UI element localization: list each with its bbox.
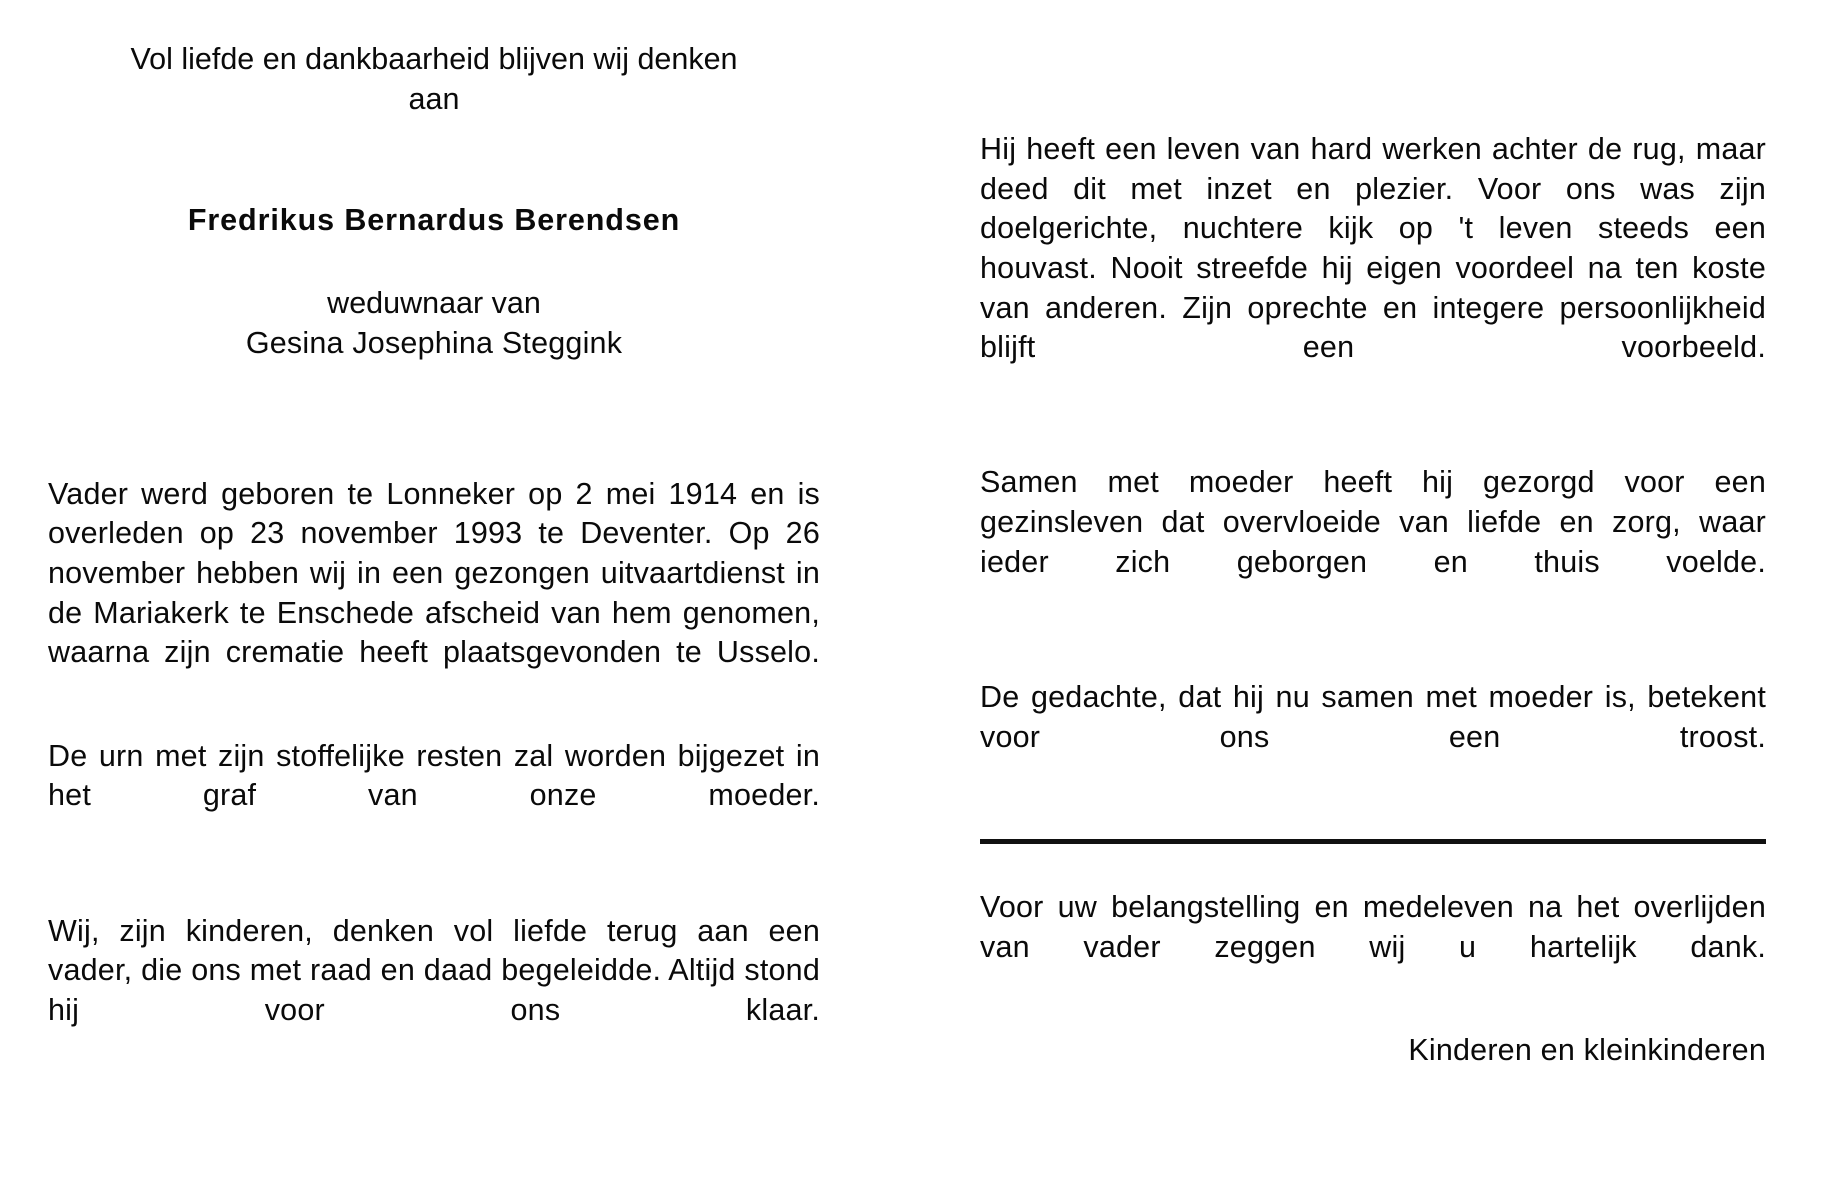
thanks-text: Voor uw belangstelling en medeleven na het overlijden van vader zeggen wij u hartelijk dank. <box>980 889 1766 964</box>
right-column <box>880 0 1826 1200</box>
intro-text: Vol liefde en dankbaarheid blijven wij denken aan <box>130 42 738 116</box>
horizontal-divider <box>980 839 1766 844</box>
signature-text: Kinderen en kleinkinderen <box>1408 1032 1766 1067</box>
spouse-name: Gesina Josephina Steggink <box>245 325 623 360</box>
family-text: Samen met moeder heeft hij gezorgd voor een gezinsleven dat overvloeide van liefde en zorg, waar ieder zich geborgen en thuis voelde. <box>980 465 1766 579</box>
biography-text: Vader werd geboren te Lonneker op 2 mei 1914 en is overleden op 23 november 1993 te Deventer. Op 26 november hebben wij in een gezongen uitvaartdienst in de Mariakerk te Enschede afscheid van hem genomen, waarna zijn crematie heeft plaatsgevonden te Usselo. <box>48 476 820 670</box>
comfort-text: De gedachte, dat hij nu samen met moeder is, betekent voor ons een troost. <box>980 680 1766 754</box>
deceased-name: Fredrikus Bernardus Berendsen <box>187 202 681 237</box>
left-column <box>0 0 880 1200</box>
tribute-text: Hij heeft een leven van hard werken achter de rug, maar deed dit met inzet en plezier. Voor ons was zijn doelgerichte, nuchtere kijk op 't leven steeds een houvast. Nooit streefde hij eigen voordeel na ten koste van anderen. Zijn oprechte en integere persoonlijkheid blijft een voorbeeld. <box>980 132 1766 365</box>
children-text: Wij, zijn kinderen, denken vol liefde terug aan een vader, die ons met raad en daad begeleidde. Altijd stond hij voor ons klaar. <box>48 913 820 1027</box>
relation-label: weduwnaar van <box>327 285 541 320</box>
urn-text: De urn met zijn stoffelijke resten zal worden bijgezet in het graf van onze moeder. <box>48 738 820 813</box>
